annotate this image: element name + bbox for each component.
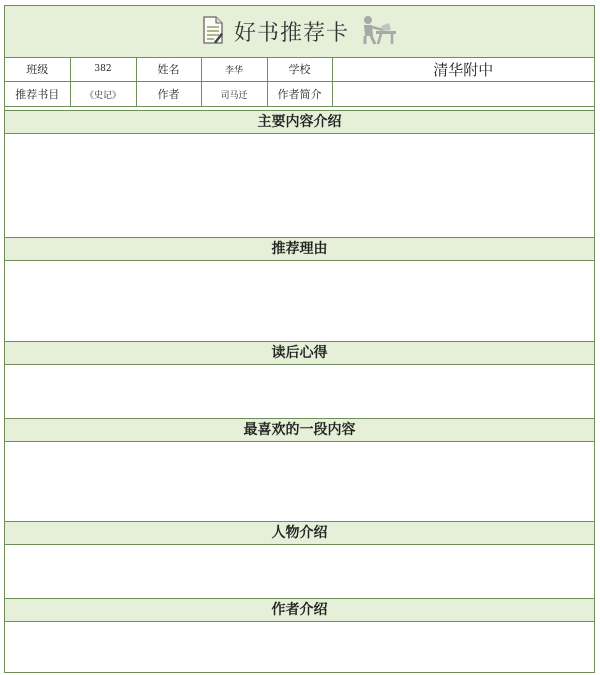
author-intro-value[interactable]: [332, 82, 594, 107]
card-title-row: [5, 6, 594, 58]
section-title-recommend-reason: 推荐理由: [5, 237, 594, 261]
author-intro-label: 作者简介: [267, 82, 332, 107]
info-row-1: [5, 57, 594, 82]
card-title: 好书推荐卡: [233, 21, 349, 46]
section-body-favorite-passage[interactable]: [5, 442, 594, 521]
name-label: 姓名: [136, 57, 201, 82]
book-recommendation-card: [4, 5, 595, 673]
author-label: 作者: [136, 82, 201, 107]
author-value[interactable]: 司马迁: [201, 82, 267, 107]
section-body-author-intro[interactable]: [5, 622, 594, 672]
book-value[interactable]: 《史记》: [70, 82, 136, 107]
class-label: 班级: [5, 57, 70, 82]
school-value[interactable]: 清华附中: [332, 57, 594, 82]
info-row-2: [5, 82, 594, 107]
school-label: 学校: [267, 57, 332, 82]
book-label: 推荐书目: [5, 82, 70, 107]
section-body-recommend-reason[interactable]: [5, 261, 594, 341]
class-value[interactable]: 382: [70, 57, 136, 82]
section-title-characters: 人物介绍: [5, 521, 594, 545]
info-table: [5, 57, 594, 107]
section-title-favorite-passage: 最喜欢的一段内容: [5, 418, 594, 442]
name-value[interactable]: 李华: [201, 57, 267, 82]
section-body-characters[interactable]: [5, 545, 594, 598]
document-icon: [202, 16, 224, 48]
section-title-reading-notes: 读后心得: [5, 341, 594, 365]
section-body-reading-notes[interactable]: [5, 365, 594, 418]
section-title-main-content: 主要内容介绍: [5, 110, 594, 134]
student-reading-icon: [359, 14, 397, 50]
section-body-main-content[interactable]: [5, 134, 594, 237]
section-title-author-intro: 作者介绍: [5, 598, 594, 622]
